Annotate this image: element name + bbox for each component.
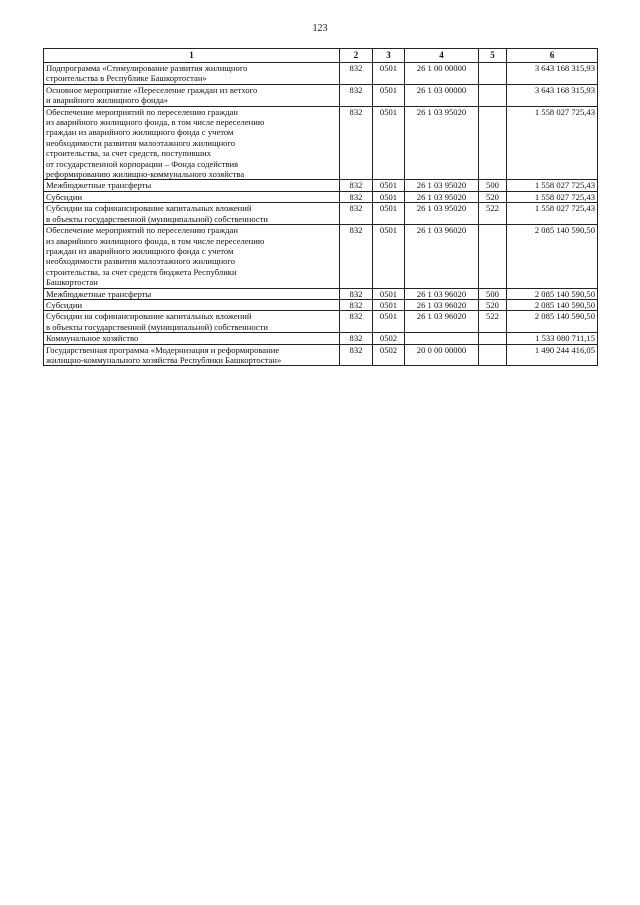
row-code-4: 26 1 03 96020 [405,311,479,333]
table-row [44,299,598,310]
row-code-3: 0501 [373,191,405,202]
row-code-5: 522 [479,311,507,333]
row-amount: 1 558 027 725,43 [507,203,598,225]
row-code-5 [479,84,507,106]
table-row [44,203,598,225]
row-name: Субсидии на софинансирование капитальных вложений в объекты государственной (муниципальной) собственности [44,203,340,225]
row-code-2: 832 [340,288,373,299]
row-code-4: 20 0 00 00000 [405,344,479,366]
row-amount: 3 643 168 315,93 [507,63,598,85]
row-name: Субсидии [44,191,340,202]
row-code-3: 0501 [373,288,405,299]
row-code-2: 832 [340,180,373,191]
header-cell-5: 5 [479,49,507,63]
row-code-3: 0501 [373,299,405,310]
row-amount: 1 490 244 416,05 [507,344,598,366]
row-code-4: 26 1 03 96020 [405,299,479,310]
row-code-2: 832 [340,84,373,106]
row-amount: 2 085 140 590,50 [507,311,598,333]
row-code-5: 500 [479,180,507,191]
table-row [44,191,598,202]
row-amount: 2 085 140 590,50 [507,288,598,299]
row-amount: 1 558 027 725,43 [507,106,598,180]
row-code-3: 0501 [373,84,405,106]
row-code-3: 0501 [373,106,405,180]
table-row [44,84,598,106]
table-row [44,63,598,85]
header-cell-4: 4 [405,49,479,63]
row-code-5 [479,106,507,180]
page-number: 123 [312,23,328,34]
table-row [44,344,598,366]
row-code-4: 26 1 03 96020 [405,225,479,288]
table-row [44,333,598,344]
row-amount: 2 085 140 590,50 [507,299,598,310]
row-name: Подпрограмма «Стимулирование развития жилищного строительства в Республике Башкортостан» [44,63,340,85]
table-row [44,288,598,299]
table-row [44,311,598,333]
row-amount: 1 533 080 711,15 [507,333,598,344]
row-code-2: 832 [340,191,373,202]
row-code-4: 26 1 03 96020 [405,288,479,299]
row-code-3: 0501 [373,311,405,333]
row-code-5 [479,63,507,85]
row-name: Межбюджетные трансферты [44,288,340,299]
row-code-5 [479,344,507,366]
row-code-3: 0501 [373,203,405,225]
row-amount: 3 643 168 315,93 [507,84,598,106]
row-name: Основное мероприятие «Переселение граждан из ветхого и аварийного жилищного фонда» [44,84,340,106]
table-row [44,180,598,191]
header-cell-1: 1 [44,49,340,63]
row-code-3: 0501 [373,63,405,85]
row-name: Субсидии на софинансирование капитальных вложений в объекты государственной (муниципальной) собственности [44,311,340,333]
row-name: Государственная программа «Модернизация и реформирование жилищно-коммунального хозяйства Республики Башкортостан» [44,344,340,366]
row-name: Коммунальное хозяйство [44,333,340,344]
row-code-4: 26 1 03 00000 [405,84,479,106]
row-name: Субсидии [44,299,340,310]
row-code-4: 26 1 03 95020 [405,203,479,225]
row-code-3: 0502 [373,344,405,366]
row-code-3: 0502 [373,333,405,344]
row-code-5: 500 [479,288,507,299]
row-amount: 1 558 027 725,43 [507,191,598,202]
row-name: Межбюджетные трансферты [44,180,340,191]
table-row [44,225,598,288]
row-name: Обеспечение мероприятий по переселению граждан из аварийного жилищного фонда, в том числе переселению граждан из аварийного жилищного фонда с учетом необходимости развития малоэтажного жилищного строительства, за счет средств, поступивших от государственной корпорации – Фонда содействия реформированию жилищно-коммунального хозяйства [44,106,340,180]
header-cell-3: 3 [373,49,405,63]
row-code-2: 832 [340,311,373,333]
row-code-2: 832 [340,203,373,225]
row-code-2: 832 [340,106,373,180]
row-amount: 1 558 027 725,43 [507,180,598,191]
row-amount: 2 085 140 590,50 [507,225,598,288]
table-row [44,106,598,180]
row-code-5: 522 [479,203,507,225]
header-cell-6: 6 [507,49,598,63]
row-code-3: 0501 [373,225,405,288]
row-code-5: 520 [479,191,507,202]
row-code-2: 832 [340,344,373,366]
row-code-4 [405,333,479,344]
row-name: Обеспечение мероприятий по переселению граждан из аварийного жилищного фонда, в том числе переселению граждан из аварийного жилищного фонда с учетом необходимости развития малоэтажного жилищного строительства, за счет средств бюджета Республики Башкортостан [44,225,340,288]
row-code-2: 832 [340,299,373,310]
row-code-4: 26 1 03 95020 [405,106,479,180]
row-code-2: 832 [340,63,373,85]
row-code-4: 26 1 00 00000 [405,63,479,85]
row-code-5 [479,225,507,288]
row-code-5: 520 [479,299,507,310]
row-code-3: 0501 [373,180,405,191]
header-cell-2: 2 [340,49,373,63]
row-code-4: 26 1 03 95020 [405,180,479,191]
budget-table [43,48,598,366]
header-row [44,49,598,63]
row-code-2: 832 [340,333,373,344]
row-code-4: 26 1 03 95020 [405,191,479,202]
row-code-5 [479,333,507,344]
row-code-2: 832 [340,225,373,288]
